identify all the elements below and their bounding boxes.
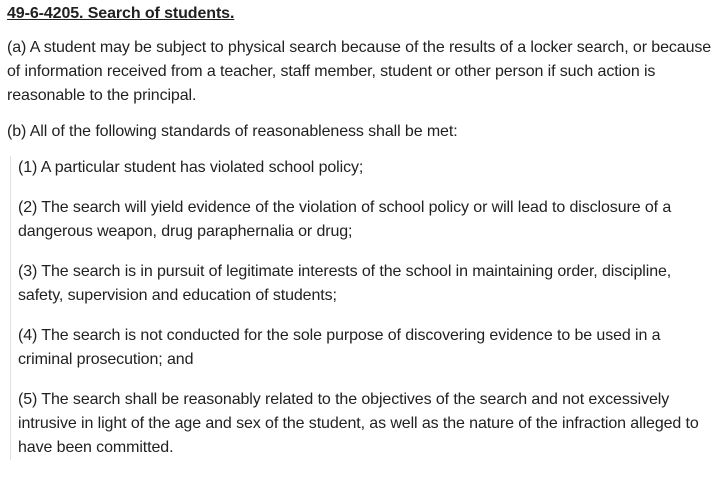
standards-list <box>10 156 713 460</box>
section-title: 49-6-4205. Search of students. <box>7 5 235 22</box>
paragraph-a: (a) A student may be subject to physical search because of the results of a locker search, or because of information received from a teacher, staff member, student or other person if such action is reasonable to the principal. <box>7 39 712 104</box>
standard-item-5: (5) The search shall be reasonably related to the objectives of the search and not excessively intrusive in light of the age and sex of the student, as well as the nature of the infraction alleged to have been committed. <box>18 391 699 456</box>
standard-item-4: (4) The search is not conducted for the sole purpose of discovering evidence to be used in a criminal prosecution; and <box>18 327 661 368</box>
paragraph-b: (b) All of the following standards of reasonableness shall be met: <box>7 123 458 140</box>
standard-item-1: (1) A particular student has violated school policy; <box>18 159 364 176</box>
standard-item-2: (2) The search will yield evidence of the violation of school policy or will lead to disclosure of a dangerous weapon, drug paraphernalia or drug; <box>18 199 672 240</box>
standard-item-3: (3) The search is in pursuit of legitimate interests of the school in maintaining order, discipline, safety, supervision and education of students; <box>18 263 672 304</box>
